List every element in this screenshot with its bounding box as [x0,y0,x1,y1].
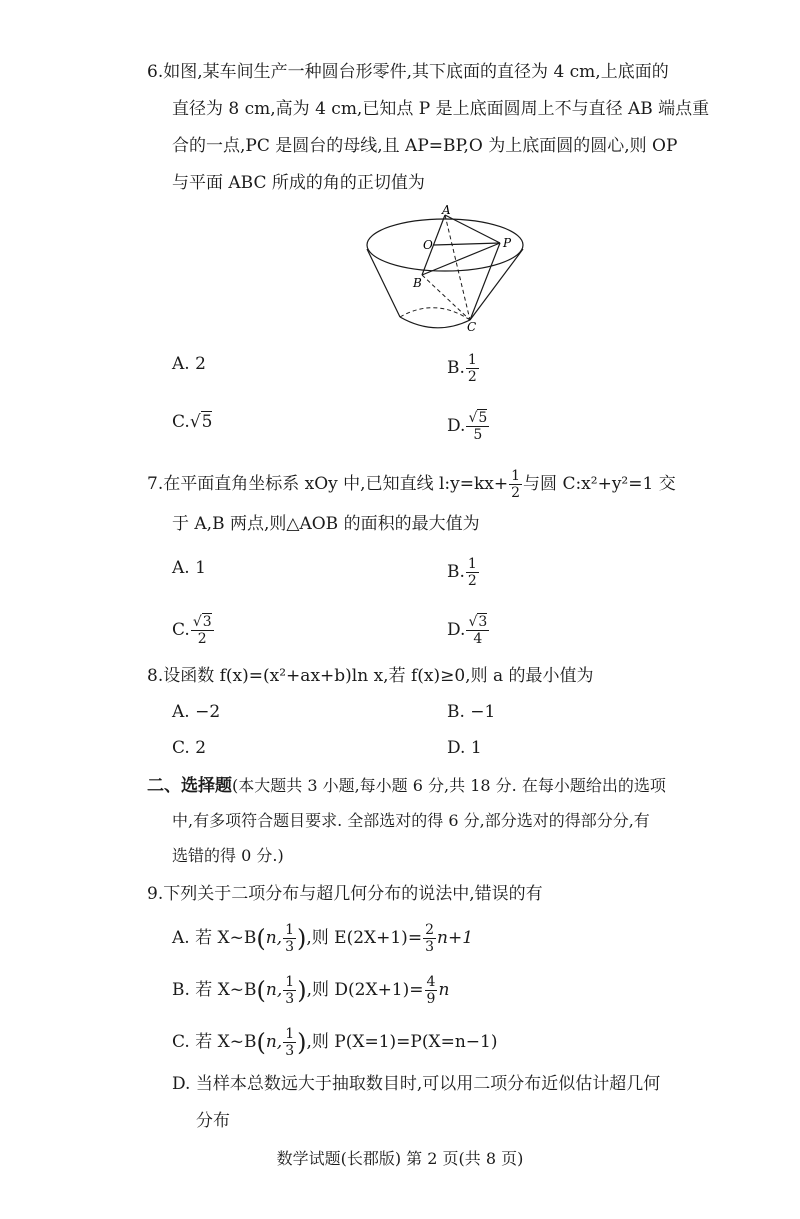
section2-line-2: 中,有多项符合题目要求. 全部选对的得 6 分,部分选对的得部分分,有 [172,811,650,830]
q7-line-2: 于 A,B 两点,则△AOB 的面积的最大值为 [172,514,480,534]
segment-BC [422,275,470,320]
label-C: C [467,320,477,334]
q8-option-a: A. −2 [172,702,221,722]
q6-option-b: B. $\frac{1}{2}$ [447,352,477,385]
q6-line-2: 直径为 8 cm,高为 4 cm,已知点 P 是上底面圆周上不与直径 AB 端点重 [172,99,710,119]
segment-OP [434,243,500,245]
lower-base-front [400,317,470,328]
section2-line-3: 选错的得 0 分.) [172,846,284,865]
q7-option-b: B. $\frac{1}{2}$ [447,556,477,589]
q6-option-a: A. 2 [172,354,206,374]
segment-AC [445,215,470,320]
left-generatrix [367,249,400,317]
q9-option-d-line-2: 分布 [196,1111,230,1131]
label-P: P [503,236,512,250]
q7-option-d: D. $\frac{√3}{4}$ [447,614,488,647]
q6-line-3: 合的一点,PC 是圆台的母线,且 AP=BP,O 为上底面圆的圆心,则 OP [172,136,678,156]
q8-option-d: D. 1 [447,738,482,758]
label-A: A [442,205,451,217]
q9-option-a: A. 若 X~B(n, $\frac{1}{3}$ ),则 E(2X+1)= $\frac{2}{3}$ n+1 [172,922,474,955]
q8-line-1: 8.设函数 f(x)=(x²+ax+b)ln x,若 f(x)≥0,则 a 的最小值为 [147,666,594,686]
label-O: O [423,238,433,252]
q7-option-c: C. $\frac{√3}{2}$ [172,614,212,647]
section2-line-1: 二、选择题(本大题共 3 小题,每小题 6 分,共 18 分. 在每小题给出的选项 [147,776,666,796]
segment-PC [470,243,500,320]
right-generatrix [470,249,523,320]
q9-option-c: C. 若 X~B(n, $\frac{1}{3}$ ),则 P(X=1)=P(X=n−1) [172,1026,498,1059]
q6-option-c: C.√5 [172,412,213,432]
q8-option-b: B. −1 [447,702,496,722]
segment-AP [445,215,500,243]
q7-option-a: A. 1 [172,558,206,578]
page-footer: 数学试题(长郡版) 第 2 页(共 8 页) [276,1149,524,1168]
q8-option-c: C. 2 [172,738,207,758]
q6-line-4: 与平面 ABC 所成的角的正切值为 [172,173,425,193]
frustum-figure [360,205,540,340]
q9-option-d-line-1: D. 当样本总数远大于抽取数目时,可以用二项分布近似估计超几何 [172,1074,661,1094]
q6-option-d: D. $\frac{√5}{5}$ [447,410,488,443]
q7-line-1: 7.在平面直角坐标系 xOy 中,已知直线 l:y=kx+ $\frac{1}{2}$ 与圆 C:x²+y²=1 交 [147,468,676,501]
q9-line-1: 9.下列关于二项分布与超几何分布的说法中,错误的有 [147,884,543,904]
q9-option-b: B. 若 X~B(n, $\frac{1}{3}$ ),则 D(2X+1)= $\frac{4}{9}$ n [172,974,450,1007]
q6-line-1: 6.如图,某车间生产一种圆台形零件,其下底面的直径为 4 cm,上底面的 [147,62,669,82]
label-B: B [413,276,422,290]
